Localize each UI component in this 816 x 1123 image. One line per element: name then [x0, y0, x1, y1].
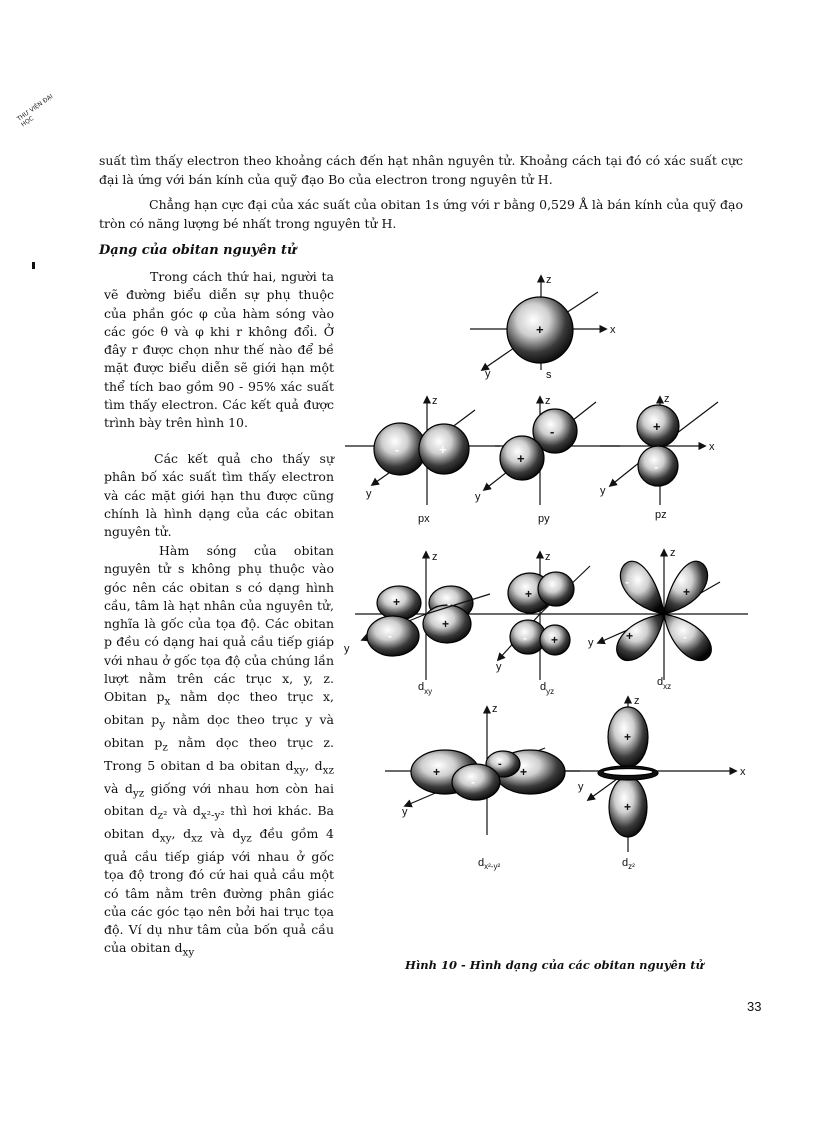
sign-label: + [624, 800, 632, 814]
sign-label: - [683, 630, 687, 644]
sign-label: - [625, 575, 629, 589]
column-paragraph-3: Hàm sóng của obitan nguyên tử s không phụ thuộc vào góc nên các obitan s có dạng hình cầu, tâm là hạt nhân của nguyên tử, nghĩa là gốc của tọa độ. Các obitan p đều có dạng hai quả cầu tiếp giáp với nhau ở gốc tọa độ của chúng lần lượt nằm trên các trục x, y, z. Obitan $p_x$ nằm dọc theo trục x, obitan $p_y$ nằm dọc theo trục y và obitan $p_z$ nằm dọc theo trục z. Trong 5 obitan d ba obitan $d_{xy}$, $d_{xz}$ và $d_{yz}$ giống với nhau hơn còn hai obitan $d_{z^2}$ và $d_{x^2-y^2}$ thì hơi khác. Ba obitan $d_{xy}$, $d_{xz}$ và $d_{yz}$ đều gồm 4 quả cầu tiếp giáp với nhau ở gốc tọa độ trong đó cứ hai quả cầu một có tâm nằm trên đường phân giác của các góc tạo nên bởi hai trục tọa độ. Ví dụ như tâm của bốn quả cầu của obitan $d_{xy}$ [104, 543, 334, 959]
pz-orbital [600, 397, 718, 505]
column-paragraph-2: Các kết quả cho thấy sự phân bố xác suất tìm thấy electron và các mặt giới hạn thu được cũng chính là hình dạng của các obitan nguyên tử. [104, 451, 334, 540]
axis-label: z [492, 703, 498, 715]
axis-label: x [740, 766, 746, 778]
intro-paragraph-1: suất tìm thấy electron theo khoảng cách đến hạt nhân nguyên tử. Khoảng cách tại đó có xác suất cực đại là ứng với bán kính của quỹ đạo Bo của electron trong nguyên tử H. [99, 153, 743, 187]
symbol: $p_x$ [156, 689, 171, 708]
axis-label: y [485, 368, 491, 380]
symbol: $d_{xy}$ [151, 826, 172, 845]
axis-label: y [402, 806, 408, 818]
orbital-label: $d_{x^2-y^2}$ [478, 857, 501, 871]
page-number: 33 [747, 999, 762, 1014]
figure-caption: Hình 10 - Hình dạng của các obitan nguyên tử [405, 958, 704, 972]
column-text: nằm dọc theo trục x, obitan [104, 689, 334, 728]
sign-label: + [520, 765, 528, 779]
symbol: $d_{xy}$ [174, 940, 195, 959]
axis-label: y [600, 485, 606, 497]
axis-label: z [432, 395, 438, 407]
axis-label: z [432, 551, 438, 563]
sign-label: - [447, 597, 451, 611]
orbital-label: s [546, 369, 552, 381]
axis-label: y [475, 491, 481, 503]
orbital-label: py [538, 513, 550, 525]
symbol: $d_{xz}$ [183, 826, 203, 845]
symbol: $d_{xy}$ [285, 757, 306, 777]
symbol: $p_y$ [151, 712, 166, 731]
dz2-orbital [565, 697, 736, 852]
sign-label: - [395, 442, 400, 457]
column-text: Hàm sóng của obitan nguyên tử s không phụ thuộc vào góc nên các obitan s có dạng hình cầu, tâm là hạt nhân của nguyên tử, nghĩa là gốc của tọa độ. Các obitan p đều có dạng hai quả cầu tiếp giáp với nhau ở gốc tọa độ của chúng lần lượt nằm trên các trục x, y, z. Obitan [104, 543, 334, 705]
sign-label: - [523, 631, 527, 645]
orbital-label: $d_{xy}$ [418, 681, 433, 696]
section-heading: Dạng của obitan nguyên tử [99, 243, 297, 258]
dxz-orbital [598, 550, 720, 680]
orbital-label: $d_{z^2}$ [622, 857, 635, 871]
orbital-figure [340, 265, 760, 905]
axis-label: y [496, 661, 502, 673]
sign-label: + [433, 765, 441, 779]
sign-label: + [525, 587, 533, 601]
symbol: $d_{yz}$ [232, 826, 252, 845]
orbital-label: px [418, 513, 430, 525]
symbol: $p_z$ [154, 734, 168, 754]
symbol: $d_{x^2-y^2}$ [192, 803, 225, 822]
column-text: nằm dọc theo trục z. Trong 5 obitan d ba obitan [104, 734, 334, 773]
sign-label: + [624, 730, 632, 744]
intro-paragraph-2: Chẳng hạn cực đại của xác suất của obitan 1s ứng với r bằng 0,529 Å là bán kính của quỹ đạo tròn có năng lượng bé nhất trong nguyên tử H. [99, 197, 743, 231]
axis-label: x [709, 441, 715, 453]
sign-label: + [683, 585, 691, 599]
axis-label: z [634, 695, 640, 707]
column-text: nằm dọc theo trục y và obitan [104, 712, 334, 750]
axis-label: z [545, 395, 551, 407]
sign-label: - [550, 424, 555, 439]
axis-label: z [664, 393, 670, 405]
column-paragraph-1: Trong cách thứ hai, người ta vẽ đường biểu diễn sự phụ thuộc của phần góc φ của hàm sóng vào các góc θ và φ khi r không đổi. Ở đây r được chọn như thế nào để bề mặt được biểu diễn sẽ giới hạn một thể tích bao gồm 90 - 95% xác suất tìm thấy electron. Các kết quả được trình bày trên hình 10. [104, 269, 334, 431]
sign-label: + [536, 322, 544, 337]
sign-label: - [388, 629, 392, 643]
dxy-orbital [362, 552, 490, 680]
axis-label: y [588, 637, 594, 649]
margin-mark [32, 262, 35, 269]
dyz-orbital [498, 552, 590, 680]
sign-label: + [439, 442, 447, 457]
axis-label: z [546, 274, 552, 286]
sign-label: + [653, 419, 661, 434]
sign-label: + [393, 595, 401, 609]
library-stamp: THƯ VIỆN ĐẠI HỌC [16, 93, 55, 129]
axis-label: z [670, 547, 676, 559]
sign-label: - [654, 459, 659, 474]
axis-label: x [610, 324, 616, 336]
dx2y2-orbital [385, 707, 580, 835]
axis-label: y [344, 643, 350, 655]
symbol: $d_{yz}$ [124, 780, 145, 800]
orbital-label: pz [655, 509, 667, 521]
axis-label: z [545, 551, 551, 563]
sign-label: - [498, 758, 502, 770]
symbol: $d_{xz}$ [314, 757, 334, 777]
axis-label: y [366, 488, 372, 500]
column-text: đều gồm 4 quả cầu tiếp giáp với nhau ở gốc tọa độ trong đó cứ hai quả cầu một có tâm nằm trên đường phân giác của các góc tạo nên bởi hai trục tọa độ. Ví dụ như tâm của bốn quả cầu của obitan [104, 826, 334, 956]
sign-label: + [442, 617, 450, 631]
sign-label: - [471, 775, 475, 789]
sign-label: + [626, 629, 634, 643]
sign-label: + [517, 451, 525, 466]
axis-label: y [578, 781, 584, 793]
column-text: giống với nhau hơn còn hai obitan [104, 780, 334, 819]
sign-label: + [551, 633, 559, 647]
symbol: $d_{z^2}$ [149, 803, 168, 822]
column-text: thì hơi khác. Ba obitan [104, 803, 334, 842]
orbital-label: $d_{yz}$ [540, 681, 555, 696]
orbital-label: $d_{xz}$ [657, 676, 672, 691]
